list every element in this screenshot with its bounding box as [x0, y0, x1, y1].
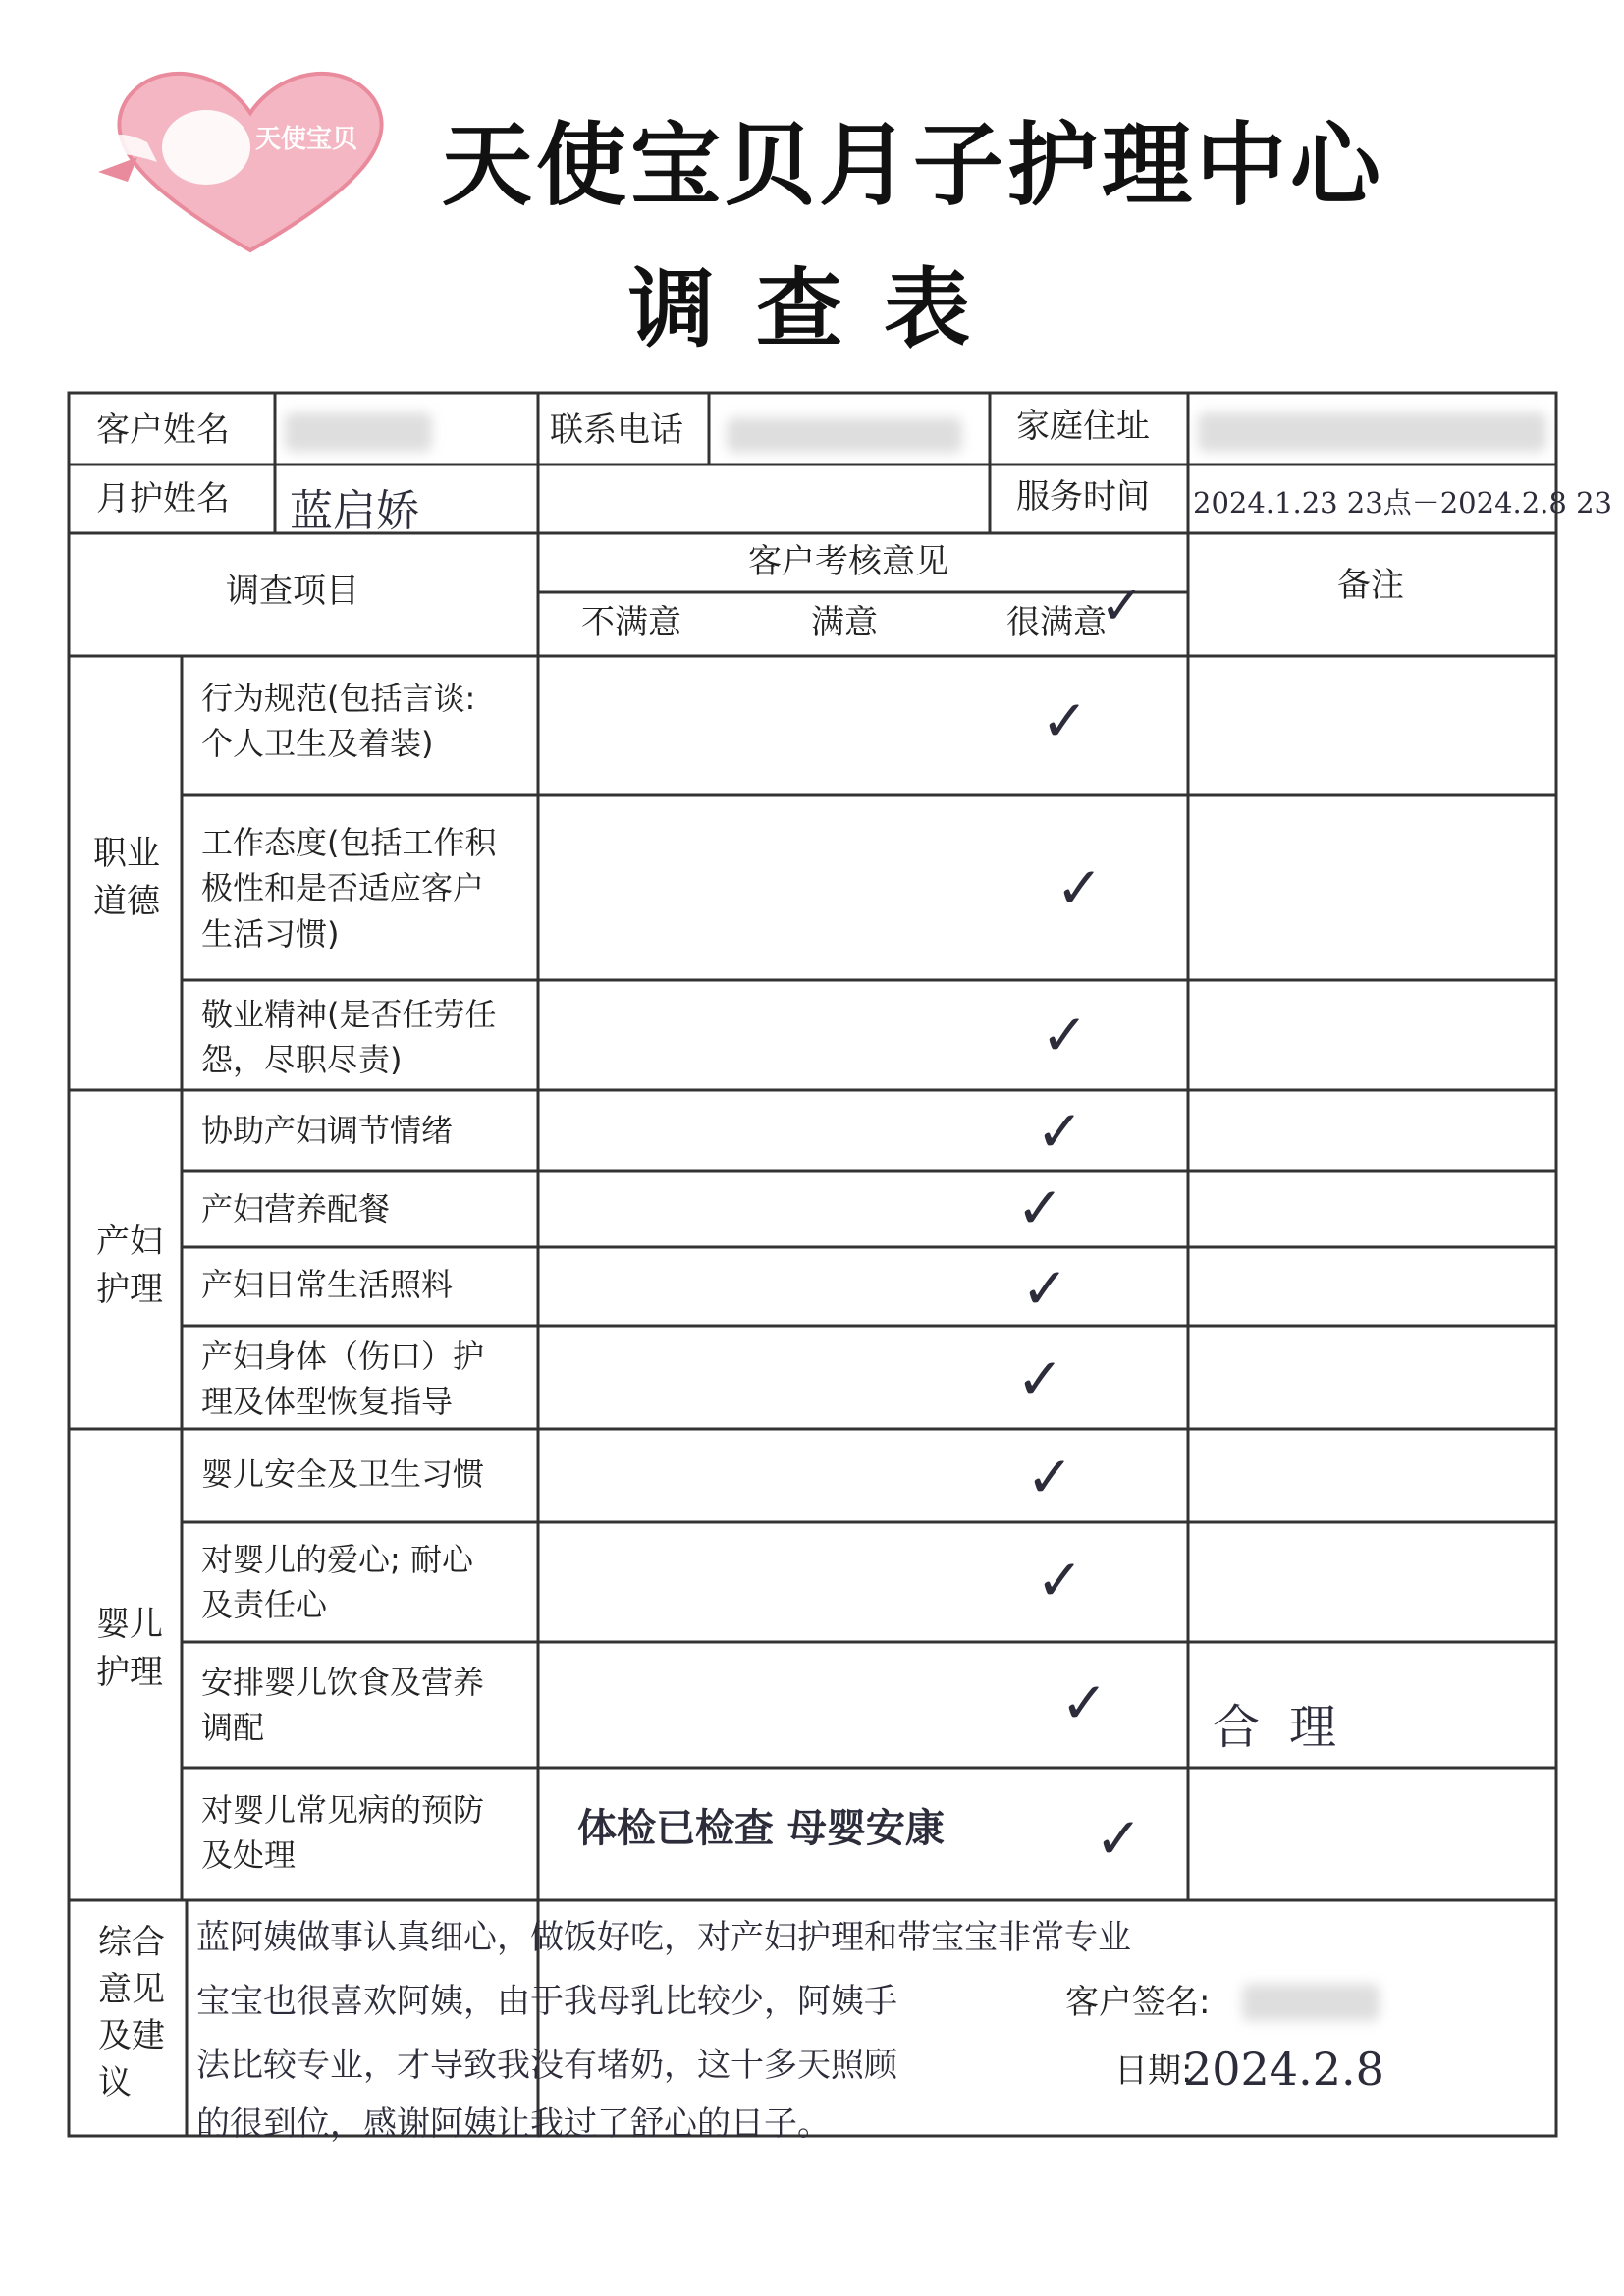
check-icon: ✓	[1060, 1669, 1109, 1736]
service-time-label: 服务时间	[1016, 477, 1150, 517]
header-check-icon: ✓	[1100, 574, 1145, 636]
check-icon: ✓	[1026, 1444, 1074, 1510]
logo-text: 天使宝贝	[255, 125, 358, 154]
date-value: 2024.2.8	[1183, 2043, 1384, 2096]
rating-satisfied-label: 满意	[811, 603, 878, 642]
item-nutrition: 产妇营养配餐	[201, 1190, 391, 1228]
service-time-value: 2024.1.23 23点－2024.2.8 23	[1193, 486, 1612, 519]
item-dedication: 敬业精神(是否任劳任 怨，尽职尽责)	[201, 996, 497, 1079]
category-ethics: 职业 道德	[93, 834, 160, 922]
item-baby-diet: 安排婴儿饮食及营养 调配	[201, 1664, 485, 1747]
redacted-signature	[1242, 1984, 1380, 2021]
check-icon: ✓	[1036, 1098, 1084, 1165]
category-baby-care: 婴儿 护理	[96, 1605, 163, 1693]
item-mood: 协助产妇调节情绪	[201, 1112, 454, 1149]
summary-line-2: 宝宝也很喜欢阿姨，由于我母乳比较少，阿姨手	[196, 1982, 897, 2021]
center-title: 天使宝贝月子护理中心	[442, 113, 1385, 218]
summary-line-4: 的很到位，感谢阿姨让我过了舒心的日子。	[196, 2105, 831, 2144]
summary-line-1: 蓝阿姨做事认真细心，做饭好吃，对产妇护理和带宝宝非常专业	[196, 1918, 1131, 1957]
rating-dissatisfied-label: 不满意	[581, 603, 681, 642]
redacted-address	[1198, 412, 1546, 452]
summary-label: 综合 意见 及建 议	[98, 1923, 165, 2103]
category-mother-care: 产妇 护理	[96, 1222, 163, 1310]
survey-item-header: 调查项目	[226, 572, 359, 611]
check-icon: ✓	[1016, 1345, 1064, 1412]
check-icon: ✓	[1036, 1547, 1084, 1613]
nurse-name-label: 月护姓名	[96, 479, 230, 519]
item-daily-care: 产妇日常生活照料	[201, 1266, 454, 1303]
remarks-header: 备注	[1337, 566, 1404, 605]
check-icon: ✓	[1095, 1805, 1143, 1872]
address-label: 家庭住址	[1016, 407, 1150, 446]
customer-name-label: 客户姓名	[96, 410, 230, 450]
check-icon: ✓	[1056, 854, 1104, 921]
item-behavior: 行为规范(包括言谈: 个人卫生及着装)	[201, 680, 476, 763]
item-baby-safety: 婴儿安全及卫生习惯	[201, 1455, 485, 1493]
date-label: 日期:	[1114, 2051, 1193, 2091]
summary-line-3: 法比较专业，才导致我没有堵奶，这十多天照顾	[196, 2046, 897, 2085]
redacted-customer-name	[285, 412, 432, 452]
item-recovery: 产妇身体（伤口）护 理及体型恢复指导	[201, 1338, 485, 1421]
check-icon: ✓	[1016, 1175, 1064, 1241]
item-baby-love: 对婴儿的爱心; 耐心 及责任心	[201, 1541, 473, 1624]
redacted-phone	[727, 417, 962, 453]
nurse-name-value: 蓝启娇	[290, 486, 419, 536]
check-icon: ✓	[1041, 687, 1089, 754]
customer-opinion-header: 客户考核意见	[748, 542, 948, 581]
item-work-attitude: 工作态度(包括工作积 极性和是否适应客户 生活习惯)	[201, 824, 497, 953]
check-icon: ✓	[1041, 1002, 1089, 1068]
signature-label: 客户签名:	[1065, 1983, 1211, 2022]
phone-label: 联系电话	[550, 410, 683, 450]
rating-very-satisfied-label: 很满意	[1006, 603, 1107, 642]
illness-handwritten-note: 体检已检查 母婴安康	[577, 1805, 945, 1851]
item-baby-illness: 对婴儿常见病的预防 及处理	[201, 1791, 485, 1875]
remark-diet: 合理	[1213, 1700, 1367, 1755]
form-subtitle: 调查表	[628, 258, 1012, 359]
check-icon: ✓	[1021, 1255, 1069, 1322]
